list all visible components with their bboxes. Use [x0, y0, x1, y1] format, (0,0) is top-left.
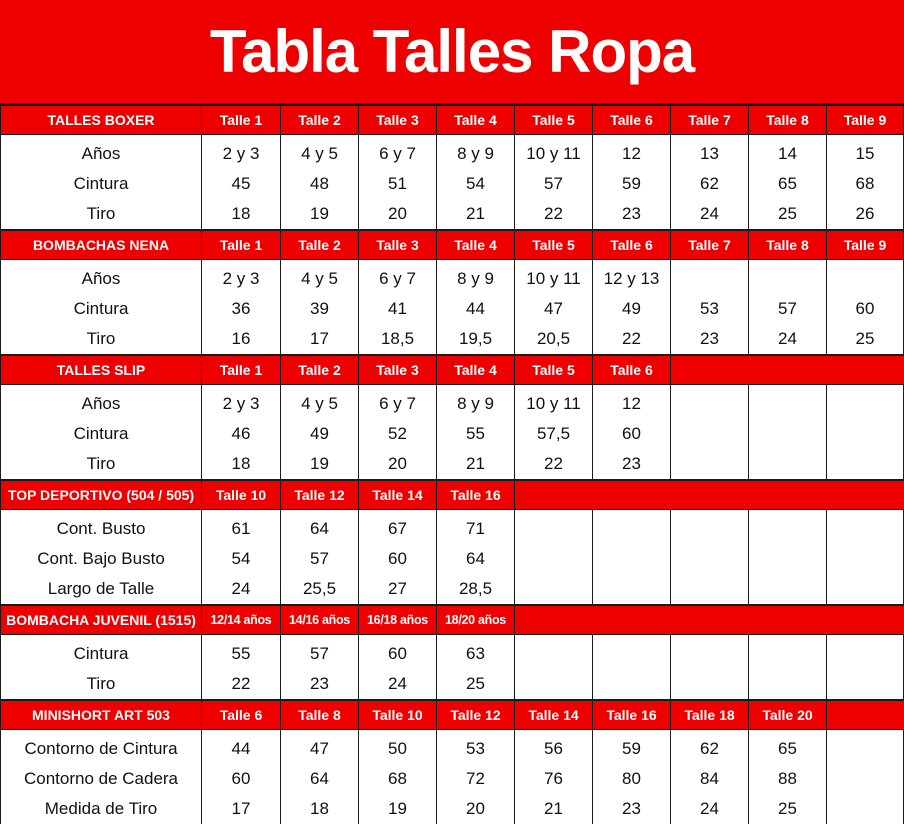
- table-row: [1, 324, 904, 355]
- measurement-label: Cintura: [1, 169, 202, 199]
- measurement-value: 25: [827, 324, 904, 355]
- measurement-value: 44: [437, 294, 515, 324]
- size-header-cell: Talle 9: [827, 105, 904, 135]
- measurement-value: 23: [593, 449, 671, 480]
- measurement-value: [593, 574, 671, 605]
- measurement-value: 12: [593, 385, 671, 420]
- measurement-value: 4 y 5: [281, 135, 359, 170]
- size-header-cell: Talle 1: [202, 230, 281, 260]
- measurement-value: 18,5: [359, 324, 437, 355]
- measurement-value: 47: [515, 294, 593, 324]
- measurement-label: Contorno de Cintura: [1, 730, 202, 765]
- measurement-value: 10 y 11: [515, 260, 593, 295]
- measurement-value: [515, 544, 593, 574]
- table-row: [1, 199, 904, 230]
- size-header-cell: Talle 3: [359, 355, 437, 385]
- measurement-value: 63: [437, 635, 515, 670]
- measurement-value: 26: [827, 199, 904, 230]
- measurement-value: 49: [281, 419, 359, 449]
- table-row: [1, 794, 904, 824]
- measurement-label: Cont. Busto: [1, 510, 202, 545]
- size-header-cell: Talle 8: [281, 700, 359, 730]
- section-name: MINISHORT ART 503: [1, 700, 202, 730]
- measurement-value: 41: [359, 294, 437, 324]
- size-header-cell: Talle 8: [749, 105, 827, 135]
- measurement-value: [515, 669, 593, 700]
- measurement-value: [671, 669, 749, 700]
- measurement-value: 13: [671, 135, 749, 170]
- measurement-value: [671, 419, 749, 449]
- measurement-value: 67: [359, 510, 437, 545]
- size-header-cell: Talle 10: [359, 700, 437, 730]
- measurement-value: 80: [593, 764, 671, 794]
- measurement-value: 23: [593, 199, 671, 230]
- measurement-label: Cintura: [1, 635, 202, 670]
- measurement-value: 68: [827, 169, 904, 199]
- size-header-cell: Talle 3: [359, 230, 437, 260]
- measurement-value: 50: [359, 730, 437, 765]
- size-header-cell: Talle 9: [827, 230, 904, 260]
- measurement-value: 28,5: [437, 574, 515, 605]
- page-title: Tabla Talles Ropa: [209, 18, 695, 85]
- measurement-value: [593, 669, 671, 700]
- measurement-value: 64: [281, 510, 359, 545]
- measurement-label: Años: [1, 135, 202, 170]
- table-row: [1, 574, 904, 605]
- section-name: BOMBACHAS NENA: [1, 230, 202, 260]
- measurement-value: 65: [749, 169, 827, 199]
- measurement-value: [827, 419, 904, 449]
- measurement-value: 48: [281, 169, 359, 199]
- measurement-value: [827, 544, 904, 574]
- measurement-value: 14: [749, 135, 827, 170]
- measurement-value: [515, 574, 593, 605]
- measurement-value: 2 y 3: [202, 135, 281, 170]
- size-header-cell: Talle 12: [281, 480, 359, 510]
- size-header-cell: [515, 605, 593, 635]
- size-header-cell: Talle 7: [671, 105, 749, 135]
- measurement-value: 8 y 9: [437, 135, 515, 170]
- size-header-cell: [671, 605, 749, 635]
- measurement-value: 53: [671, 294, 749, 324]
- measurement-value: [671, 635, 749, 670]
- table-row: [1, 260, 904, 295]
- measurement-value: 88: [749, 764, 827, 794]
- measurement-value: 84: [671, 764, 749, 794]
- measurement-value: 18: [202, 449, 281, 480]
- size-header-cell: Talle 2: [281, 355, 359, 385]
- section-name: TOP DEPORTIVO (504 / 505): [1, 480, 202, 510]
- size-header-cell: Talle 16: [437, 480, 515, 510]
- measurement-value: 68: [359, 764, 437, 794]
- table-row: [1, 169, 904, 199]
- measurement-value: 76: [515, 764, 593, 794]
- table-row: [1, 730, 904, 765]
- measurement-value: 19: [281, 199, 359, 230]
- measurement-label: Contorno de Cadera: [1, 764, 202, 794]
- measurement-value: 65: [749, 730, 827, 765]
- measurement-value: 56: [515, 730, 593, 765]
- size-header-cell: Talle 20: [749, 700, 827, 730]
- size-header-cell: Talle 1: [202, 105, 281, 135]
- measurement-value: 2 y 3: [202, 385, 281, 420]
- measurement-value: 17: [202, 794, 281, 824]
- measurement-value: 8 y 9: [437, 260, 515, 295]
- measurement-value: 57: [515, 169, 593, 199]
- measurement-value: 24: [749, 324, 827, 355]
- size-header-cell: [515, 480, 593, 510]
- table-row: [1, 669, 904, 700]
- section-header-row: [1, 605, 904, 635]
- measurement-value: 60: [827, 294, 904, 324]
- size-header-cell: Talle 6: [593, 105, 671, 135]
- size-header-cell: Talle 16: [593, 700, 671, 730]
- measurement-value: [749, 510, 827, 545]
- measurement-value: [749, 385, 827, 420]
- measurement-label: Tiro: [1, 669, 202, 700]
- size-header-cell: 14/16 años: [281, 605, 359, 635]
- size-header-cell: Talle 2: [281, 105, 359, 135]
- size-header-cell: Talle 5: [515, 230, 593, 260]
- measurement-value: 25: [749, 199, 827, 230]
- measurement-value: 53: [437, 730, 515, 765]
- measurement-label: Cintura: [1, 419, 202, 449]
- size-header-cell: Talle 4: [437, 230, 515, 260]
- measurement-value: [749, 544, 827, 574]
- measurement-value: 2 y 3: [202, 260, 281, 295]
- table-row: [1, 510, 904, 545]
- measurement-value: [749, 635, 827, 670]
- size-header-cell: Talle 3: [359, 105, 437, 135]
- size-header-cell: Talle 14: [359, 480, 437, 510]
- measurement-value: 22: [515, 449, 593, 480]
- size-header-cell: [671, 480, 749, 510]
- measurement-value: 6 y 7: [359, 385, 437, 420]
- size-header-cell: Talle 2: [281, 230, 359, 260]
- measurement-value: 62: [671, 169, 749, 199]
- measurement-value: 60: [359, 635, 437, 670]
- measurement-value: 12 y 13: [593, 260, 671, 295]
- measurement-value: 39: [281, 294, 359, 324]
- measurement-value: [593, 544, 671, 574]
- size-header-cell: Talle 12: [437, 700, 515, 730]
- measurement-label: Años: [1, 260, 202, 295]
- measurement-value: [827, 669, 904, 700]
- measurement-value: 25,5: [281, 574, 359, 605]
- measurement-value: 57: [749, 294, 827, 324]
- measurement-value: 6 y 7: [359, 260, 437, 295]
- measurement-value: 55: [202, 635, 281, 670]
- size-header-cell: Talle 4: [437, 105, 515, 135]
- size-header-cell: Talle 6: [202, 700, 281, 730]
- measurement-value: [827, 510, 904, 545]
- measurement-value: 27: [359, 574, 437, 605]
- size-header-cell: Talle 8: [749, 230, 827, 260]
- measurement-value: 16: [202, 324, 281, 355]
- measurement-value: [515, 510, 593, 545]
- measurement-value: 60: [359, 544, 437, 574]
- measurement-value: 60: [593, 419, 671, 449]
- section-name: BOMBACHA JUVENIL (1515): [1, 605, 202, 635]
- measurement-value: 22: [593, 324, 671, 355]
- measurement-value: [671, 510, 749, 545]
- measurement-label: Medida de Tiro: [1, 794, 202, 824]
- measurement-value: [671, 544, 749, 574]
- measurement-value: 22: [515, 199, 593, 230]
- size-header-cell: Talle 6: [593, 355, 671, 385]
- size-header-cell: Talle 18: [671, 700, 749, 730]
- measurement-value: 61: [202, 510, 281, 545]
- measurement-value: 15: [827, 135, 904, 170]
- measurement-value: 64: [437, 544, 515, 574]
- measurement-value: 20: [359, 199, 437, 230]
- size-header-cell: Talle 5: [515, 105, 593, 135]
- measurement-value: 22: [202, 669, 281, 700]
- measurement-value: [749, 419, 827, 449]
- measurement-value: [515, 635, 593, 670]
- measurement-label: Tiro: [1, 199, 202, 230]
- section-header-row: [1, 105, 904, 135]
- size-header-cell: Talle 10: [202, 480, 281, 510]
- size-header-cell: 12/14 años: [202, 605, 281, 635]
- table-row: [1, 385, 904, 420]
- measurement-value: [827, 794, 904, 824]
- table-row: [1, 544, 904, 574]
- section-header-row: [1, 700, 904, 730]
- table-row: [1, 294, 904, 324]
- table-row: [1, 419, 904, 449]
- section-header-row: [1, 480, 904, 510]
- measurement-label: Largo de Talle: [1, 574, 202, 605]
- size-chart-body: [1, 105, 904, 824]
- measurement-value: 60: [202, 764, 281, 794]
- measurement-value: 57,5: [515, 419, 593, 449]
- measurement-value: [749, 449, 827, 480]
- table-row: [1, 635, 904, 670]
- size-header-cell: Talle 4: [437, 355, 515, 385]
- measurement-value: 54: [437, 169, 515, 199]
- measurement-value: 6 y 7: [359, 135, 437, 170]
- measurement-value: 23: [593, 794, 671, 824]
- measurement-value: [593, 510, 671, 545]
- size-chart-table: [0, 104, 904, 824]
- measurement-value: [671, 449, 749, 480]
- size-header-cell: [749, 480, 827, 510]
- size-header-cell: [827, 480, 904, 510]
- table-row: [1, 135, 904, 170]
- measurement-value: [827, 260, 904, 295]
- measurement-value: 8 y 9: [437, 385, 515, 420]
- measurement-value: [827, 635, 904, 670]
- measurement-value: 24: [202, 574, 281, 605]
- measurement-label: Cont. Bajo Busto: [1, 544, 202, 574]
- size-header-cell: [593, 605, 671, 635]
- measurement-value: 24: [671, 199, 749, 230]
- measurement-value: 46: [202, 419, 281, 449]
- measurement-value: 25: [749, 794, 827, 824]
- size-header-cell: [671, 355, 749, 385]
- measurement-value: 20: [359, 449, 437, 480]
- measurement-label: Tiro: [1, 449, 202, 480]
- measurement-value: 19: [281, 449, 359, 480]
- measurement-label: Años: [1, 385, 202, 420]
- measurement-value: 10 y 11: [515, 135, 593, 170]
- measurement-label: Cintura: [1, 294, 202, 324]
- section-name: TALLES SLIP: [1, 355, 202, 385]
- measurement-value: 36: [202, 294, 281, 324]
- size-header-cell: [593, 480, 671, 510]
- measurement-value: 59: [593, 730, 671, 765]
- section-header-row: [1, 355, 904, 385]
- measurement-value: [749, 574, 827, 605]
- title-banner: [0, 0, 904, 104]
- measurement-value: 24: [359, 669, 437, 700]
- measurement-label: Tiro: [1, 324, 202, 355]
- measurement-value: 47: [281, 730, 359, 765]
- measurement-value: 57: [281, 544, 359, 574]
- measurement-value: 64: [281, 764, 359, 794]
- measurement-value: [749, 260, 827, 295]
- size-header-cell: Talle 1: [202, 355, 281, 385]
- size-header-cell: [827, 700, 904, 730]
- size-header-cell: Talle 14: [515, 700, 593, 730]
- measurement-value: 17: [281, 324, 359, 355]
- measurement-value: 52: [359, 419, 437, 449]
- table-row: [1, 449, 904, 480]
- measurement-value: [671, 574, 749, 605]
- measurement-value: 54: [202, 544, 281, 574]
- measurement-value: 25: [437, 669, 515, 700]
- size-header-cell: [749, 355, 827, 385]
- measurement-value: [827, 385, 904, 420]
- size-header-cell: 16/18 años: [359, 605, 437, 635]
- size-header-cell: [749, 605, 827, 635]
- measurement-value: 44: [202, 730, 281, 765]
- measurement-value: 19: [359, 794, 437, 824]
- measurement-value: 18: [202, 199, 281, 230]
- size-header-cell: Talle 6: [593, 230, 671, 260]
- measurement-value: 23: [281, 669, 359, 700]
- measurement-value: 71: [437, 510, 515, 545]
- measurement-value: 20,5: [515, 324, 593, 355]
- measurement-value: 62: [671, 730, 749, 765]
- measurement-value: [749, 669, 827, 700]
- section-header-row: [1, 230, 904, 260]
- measurement-value: 51: [359, 169, 437, 199]
- measurement-value: 23: [671, 324, 749, 355]
- size-header-cell: [827, 355, 904, 385]
- measurement-value: 72: [437, 764, 515, 794]
- measurement-value: 10 y 11: [515, 385, 593, 420]
- measurement-value: [671, 260, 749, 295]
- size-header-cell: Talle 5: [515, 355, 593, 385]
- measurement-value: 57: [281, 635, 359, 670]
- measurement-value: 24: [671, 794, 749, 824]
- measurement-value: [827, 730, 904, 765]
- measurement-value: 59: [593, 169, 671, 199]
- measurement-value: [827, 574, 904, 605]
- size-header-cell: 18/20 años: [437, 605, 515, 635]
- measurement-value: 45: [202, 169, 281, 199]
- measurement-value: [827, 449, 904, 480]
- measurement-value: 55: [437, 419, 515, 449]
- size-header-cell: [827, 605, 904, 635]
- measurement-value: 21: [437, 449, 515, 480]
- measurement-value: 49: [593, 294, 671, 324]
- measurement-value: 4 y 5: [281, 385, 359, 420]
- table-row: [1, 764, 904, 794]
- measurement-value: 19,5: [437, 324, 515, 355]
- measurement-value: 20: [437, 794, 515, 824]
- section-name: TALLES BOXER: [1, 105, 202, 135]
- measurement-value: 21: [437, 199, 515, 230]
- measurement-value: [671, 385, 749, 420]
- measurement-value: 12: [593, 135, 671, 170]
- size-header-cell: Talle 7: [671, 230, 749, 260]
- measurement-value: [827, 764, 904, 794]
- measurement-value: 4 y 5: [281, 260, 359, 295]
- measurement-value: [593, 635, 671, 670]
- measurement-value: 18: [281, 794, 359, 824]
- measurement-value: 21: [515, 794, 593, 824]
